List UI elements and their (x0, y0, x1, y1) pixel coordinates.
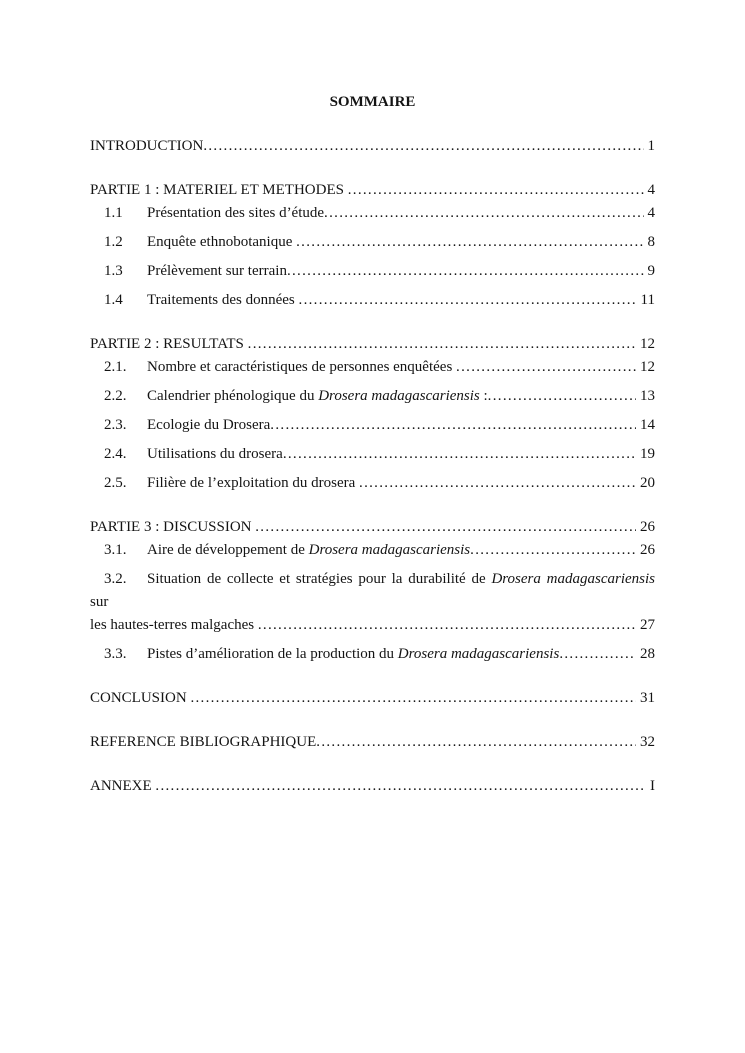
page-number: 4 (647, 182, 655, 198)
page-number: 28 (640, 646, 655, 662)
toc-entry[interactable] (90, 289, 655, 312)
toc-entry-label: CONCLUSION (90, 690, 191, 706)
toc-entry-label: Utilisations du drosera (147, 446, 283, 462)
toc-entry-text (147, 231, 296, 254)
toc-entry-label: Traitements des données (147, 292, 299, 308)
toc-entry-line (90, 731, 655, 754)
page-number: 9 (647, 263, 655, 279)
dot-leader (299, 289, 637, 312)
toc-entry-label: Calendrier phénologique du (147, 388, 319, 404)
toc-entry-line (90, 472, 655, 495)
toc-entry-number: 1.4 (104, 292, 123, 308)
toc-entry-number: 3.2. (104, 571, 127, 587)
toc-entry-label: Enquête ethnobotanique (147, 234, 297, 250)
dot-leader (559, 643, 636, 666)
toc-entry-number: 1.3 (104, 263, 123, 279)
toc-entry[interactable] (90, 202, 655, 225)
toc-entry-text (90, 333, 248, 356)
toc-entry-label: REFERENCE BIBLIOGRAPHIQUE (90, 734, 317, 750)
toc-entry[interactable] (90, 775, 655, 798)
toc-entry-line (90, 289, 655, 312)
dot-leader (316, 731, 636, 754)
page-number: 8 (647, 234, 655, 250)
toc-entry[interactable] (90, 687, 655, 710)
toc-entry[interactable] (90, 179, 655, 202)
toc-entry-text (147, 289, 299, 312)
page-number: 14 (640, 417, 655, 433)
dot-leader (456, 356, 636, 379)
page-number: 26 (640, 519, 655, 535)
toc-entry-label: sur (90, 594, 109, 610)
toc-entry[interactable] (90, 260, 655, 283)
toc-entry-number: 2.2. (104, 388, 127, 404)
toc-entry-number: 3.3. (104, 646, 127, 662)
toc-entry[interactable] (90, 231, 655, 254)
dot-leader (470, 539, 636, 562)
toc-entry[interactable] (90, 568, 655, 637)
toc-entry-label: Drosera madagascariensis (491, 571, 655, 587)
toc-entry-line (90, 179, 655, 202)
toc-entry-label: Drosera madagascariensis (397, 646, 560, 662)
toc-entry-number: 2.1. (104, 359, 127, 375)
toc-entry-line (90, 516, 655, 539)
toc-entry-number: 3.1. (104, 542, 127, 558)
dot-leader (324, 202, 643, 225)
toc-entry-text (147, 202, 324, 225)
page-number: 27 (640, 617, 655, 633)
dot-leader (255, 516, 636, 539)
toc-entry-label: les hautes-terres malgaches (90, 617, 258, 633)
toc-entry-second-line (90, 614, 655, 637)
toc-entry-text (147, 443, 283, 466)
toc-entry-text (90, 179, 348, 202)
toc-entry[interactable] (90, 333, 655, 356)
page-number: 12 (640, 359, 655, 375)
toc-entry-text (147, 414, 270, 437)
page-number: 4 (647, 205, 655, 221)
toc-entry-line (90, 775, 655, 798)
toc-entry-text (90, 516, 255, 539)
toc-entry-number: 2.4. (104, 446, 127, 462)
dot-leader (296, 231, 643, 254)
toc-entry-line (90, 414, 655, 437)
toc-entry-label: Pistes d’amélioration de la production du (147, 646, 398, 662)
toc-entry-label: Nombre et caractéristiques de personnes enquêtées (147, 359, 457, 375)
page-number: 26 (640, 542, 655, 558)
toc-entry[interactable] (90, 443, 655, 466)
dot-leader (283, 443, 636, 466)
toc-entry-number: 1.1 (104, 205, 123, 221)
dot-leader (287, 260, 644, 283)
toc-entry-text (90, 731, 316, 754)
toc-entry-line (90, 356, 655, 379)
page-number: 1 (647, 138, 655, 154)
dot-leader (270, 414, 636, 437)
toc-entry-label: Drosera madagascariensis (318, 388, 480, 404)
toc-entry-text (147, 643, 559, 666)
toc-entry[interactable] (90, 414, 655, 437)
toc-entry-label: Présentation des sites d’étude (147, 205, 325, 221)
page-number: 20 (640, 475, 655, 491)
toc-entry-text (90, 687, 190, 710)
page-number: 19 (640, 446, 655, 462)
toc-entry-number: 2.3. (104, 417, 127, 433)
dot-leader (203, 135, 643, 158)
toc-entry-line (90, 443, 655, 466)
dot-leader (258, 614, 636, 637)
toc-entry-text (147, 539, 470, 562)
toc-entry-text (147, 260, 287, 283)
toc-entry-text (90, 775, 155, 798)
dot-leader (190, 687, 636, 710)
toc-entry-line (90, 539, 655, 562)
toc-entry[interactable] (90, 472, 655, 495)
toc-entry[interactable] (90, 135, 655, 158)
page-number: 12 (640, 336, 655, 352)
toc-entry-label: Situation de collecte et stratégies pour la durabilité de (147, 571, 492, 587)
dot-leader (348, 179, 644, 202)
toc-entry-text (90, 135, 203, 158)
toc-entry-text (90, 571, 655, 610)
toc-entry-line (90, 202, 655, 225)
toc-entry-label: ANNEXE (90, 778, 156, 794)
toc-entry-label: Ecologie du Drosera (147, 417, 271, 433)
page-title: SOMMAIRE (329, 94, 416, 110)
toc-entry-label: : (479, 388, 488, 404)
dot-leader (155, 775, 646, 798)
toc-entry-text (90, 614, 258, 637)
toc-entry-label: PARTIE 2 : RESULTATS (90, 336, 248, 352)
toc-entry-label: Aire de développement de (147, 542, 309, 558)
toc-entry-label: INTRODUCTION (90, 138, 204, 154)
page-number: I (650, 778, 655, 794)
toc-entry-line (90, 333, 655, 356)
toc-entry-text (147, 385, 488, 408)
toc-entry[interactable] (90, 516, 655, 539)
toc-entry[interactable] (90, 643, 655, 666)
page-number: 31 (640, 690, 655, 706)
toc-entry-line (90, 687, 655, 710)
toc-entry[interactable] (90, 539, 655, 562)
toc-entry[interactable] (90, 385, 655, 408)
dot-leader (248, 333, 636, 356)
page-number: 32 (640, 734, 655, 750)
dot-leader (359, 472, 636, 495)
page-number: 11 (640, 292, 655, 308)
toc-entry-line (90, 643, 655, 666)
toc-entry-label: Filière de l’exploitation du drosera (147, 475, 360, 491)
toc-entry-text (147, 472, 359, 495)
table-of-contents (90, 135, 655, 798)
toc-entry-first-line (90, 568, 655, 614)
toc-entry-line (90, 385, 655, 408)
dot-leader (488, 385, 636, 408)
toc-entry-text (147, 356, 456, 379)
toc-entry-label: PARTIE 1 : MATERIEL ET METHODES (90, 182, 348, 198)
toc-entry-line (90, 135, 655, 158)
toc-entry-number: 2.5. (104, 475, 127, 491)
page-number: 13 (640, 388, 655, 404)
toc-entry-label: PARTIE 3 : DISCUSSION (90, 519, 256, 535)
toc-entry-label: Prélèvement sur terrain (147, 263, 287, 279)
toc-entry[interactable] (90, 731, 655, 754)
toc-entry[interactable] (90, 356, 655, 379)
toc-entry-line (90, 231, 655, 254)
toc-entry-label: Drosera madagascariensis (308, 542, 471, 558)
toc-entry-line (90, 260, 655, 283)
toc-entry-number: 1.2 (104, 234, 123, 250)
